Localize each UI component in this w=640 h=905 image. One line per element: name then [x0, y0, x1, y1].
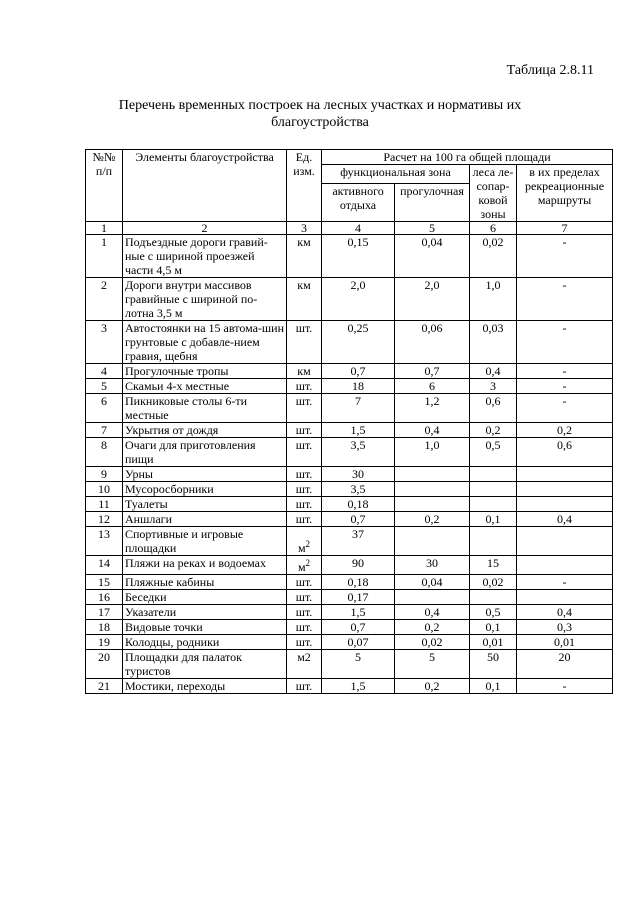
- element-name: Подъездные дороги гравий-ные с шириной проезжей части 4,5 м: [123, 235, 287, 278]
- active-zone-value: 0,7: [322, 364, 395, 379]
- active-zone-value: 1,5: [322, 423, 395, 438]
- row-number: 4: [86, 364, 123, 379]
- unit-cell: шт.: [287, 497, 322, 512]
- walking-zone-value: 0,06: [395, 321, 470, 364]
- element-name: Колодцы, родники: [123, 635, 287, 650]
- row-number: 17: [86, 605, 123, 620]
- active-zone-value: 1,5: [322, 605, 395, 620]
- table-row: [86, 605, 613, 620]
- table-body: [86, 235, 613, 694]
- active-zone-value: 0,18: [322, 575, 395, 590]
- row-number: 3: [86, 321, 123, 364]
- unit-cell: шт.: [287, 482, 322, 497]
- element-name: Беседки: [123, 590, 287, 605]
- element-name: Пикниковые столы 6-ти местные: [123, 394, 287, 423]
- table-row: [86, 394, 613, 423]
- route-value: [517, 482, 613, 497]
- active-zone-value: 18: [322, 379, 395, 394]
- walking-zone-value: [395, 497, 470, 512]
- element-name: Дороги внутри массивов гравийные с шириной по-лотна 3,5 м: [123, 278, 287, 321]
- route-value: [517, 497, 613, 512]
- element-name: Мостики, переходы: [123, 679, 287, 694]
- walking-zone-value: 0,4: [395, 605, 470, 620]
- norms-table: [85, 149, 613, 694]
- row-number: 2: [86, 278, 123, 321]
- column-number: 4: [322, 222, 395, 235]
- element-name: Туалеты: [123, 497, 287, 512]
- table-row: [86, 635, 613, 650]
- forest-park-value: [470, 527, 517, 556]
- element-name: Прогулочные тропы: [123, 364, 287, 379]
- element-name: Спортивные и игровые площадки: [123, 527, 287, 556]
- header-within: в их пределах рекреационные маршруты: [517, 165, 613, 222]
- walking-zone-value: 1,0: [395, 438, 470, 467]
- header-active: активного отдыха: [322, 184, 395, 222]
- row-number: 5: [86, 379, 123, 394]
- column-number: 3: [287, 222, 322, 235]
- unit-cell: шт.: [287, 590, 322, 605]
- unit-cell: [287, 556, 322, 575]
- walking-zone-value: 6: [395, 379, 470, 394]
- active-zone-value: 1,5: [322, 679, 395, 694]
- forest-park-value: 0,1: [470, 512, 517, 527]
- element-name: Укрытия от дождя: [123, 423, 287, 438]
- unit-cell: шт.: [287, 620, 322, 635]
- row-number: 1: [86, 235, 123, 278]
- active-zone-value: 0,7: [322, 620, 395, 635]
- forest-park-value: 0,2: [470, 423, 517, 438]
- forest-park-value: 0,02: [470, 235, 517, 278]
- element-name: Площадки для палаток туристов: [123, 650, 287, 679]
- walking-zone-value: [395, 482, 470, 497]
- row-number: 19: [86, 635, 123, 650]
- forest-park-value: 0,02: [470, 575, 517, 590]
- route-value: [517, 590, 613, 605]
- active-zone-value: 0,25: [322, 321, 395, 364]
- forest-park-value: 0,1: [470, 620, 517, 635]
- table-row: [86, 527, 613, 556]
- active-zone-value: 3,5: [322, 482, 395, 497]
- forest-park-value: 0,5: [470, 438, 517, 467]
- unit-cell: шт.: [287, 379, 322, 394]
- unit-text: $м^2$: [297, 539, 311, 555]
- active-zone-value: 3,5: [322, 438, 395, 467]
- active-zone-value: 2,0: [322, 278, 395, 321]
- active-zone-value: 30: [322, 467, 395, 482]
- route-value: 0,3: [517, 620, 613, 635]
- table-caption: Перечень временных построек на лесных участках и нормативы их благоустройства: [118, 98, 522, 130]
- table-row: [86, 679, 613, 694]
- walking-zone-value: 5: [395, 650, 470, 679]
- forest-park-value: 50: [470, 650, 517, 679]
- forest-park-value: 3: [470, 379, 517, 394]
- row-number: 10: [86, 482, 123, 497]
- unit-cell: шт.: [287, 679, 322, 694]
- element-name: Мусоросборники: [123, 482, 287, 497]
- route-value: -: [517, 575, 613, 590]
- row-number: 6: [86, 394, 123, 423]
- row-number: 11: [86, 497, 123, 512]
- active-zone-value: 7: [322, 394, 395, 423]
- unit-cell: шт.: [287, 512, 322, 527]
- table-row: [86, 438, 613, 467]
- unit-cell: шт.: [287, 321, 322, 364]
- unit-cell: шт.: [287, 605, 322, 620]
- active-zone-value: 37: [322, 527, 395, 556]
- unit-cell: шт.: [287, 438, 322, 467]
- unit-cell: км: [287, 278, 322, 321]
- route-value: 0,6: [517, 438, 613, 467]
- column-number-row: [86, 222, 613, 235]
- unit-cell: [287, 527, 322, 556]
- table-row: [86, 512, 613, 527]
- active-zone-value: 90: [322, 556, 395, 575]
- forest-park-value: [470, 482, 517, 497]
- element-name: Пляжные кабины: [123, 575, 287, 590]
- route-value: 0,01: [517, 635, 613, 650]
- header-calc: Расчет на 100 га общей площади: [322, 150, 613, 165]
- unit-cell: шт.: [287, 423, 322, 438]
- table-number: Таблица 2.8.11: [506, 63, 594, 78]
- forest-park-value: 1,0: [470, 278, 517, 321]
- table-row: [86, 590, 613, 605]
- column-number: 6: [470, 222, 517, 235]
- element-name: Автостоянки на 15 автома-шин грунтовые с добавле-нием гравия, щебня: [123, 321, 287, 364]
- route-value: -: [517, 364, 613, 379]
- route-value: [517, 467, 613, 482]
- row-number: 21: [86, 679, 123, 694]
- element-name: Пляжи на реках и водоемах: [123, 556, 287, 575]
- row-number: 7: [86, 423, 123, 438]
- table-row: [86, 620, 613, 635]
- forest-park-value: 0,5: [470, 605, 517, 620]
- forest-park-value: [470, 467, 517, 482]
- table-row: [86, 650, 613, 679]
- unit-text: $м^2$: [297, 558, 311, 574]
- forest-park-value: 15: [470, 556, 517, 575]
- unit-cell: км: [287, 235, 322, 278]
- row-number: 14: [86, 556, 123, 575]
- table-row: [86, 467, 613, 482]
- active-zone-value: 0,7: [322, 512, 395, 527]
- header-num: №№ п/п: [86, 150, 123, 222]
- row-number: 13: [86, 527, 123, 556]
- route-value: -: [517, 679, 613, 694]
- forest-park-value: [470, 590, 517, 605]
- element-name: Урны: [123, 467, 287, 482]
- active-zone-value: 0,17: [322, 590, 395, 605]
- route-value: [517, 556, 613, 575]
- route-value: 0,2: [517, 423, 613, 438]
- element-name: Очаги для приготовления пищи: [123, 438, 287, 467]
- table-row: [86, 575, 613, 590]
- forest-park-value: 0,4: [470, 364, 517, 379]
- column-number: 2: [123, 222, 287, 235]
- walking-zone-value: 0,7: [395, 364, 470, 379]
- walking-zone-value: [395, 590, 470, 605]
- walking-zone-value: 0,02: [395, 635, 470, 650]
- forest-park-value: 0,1: [470, 679, 517, 694]
- route-value: 0,4: [517, 512, 613, 527]
- route-value: [517, 527, 613, 556]
- route-value: 20: [517, 650, 613, 679]
- table-row: [86, 423, 613, 438]
- unit-cell: км: [287, 364, 322, 379]
- element-name: Аншлаги: [123, 512, 287, 527]
- walking-zone-value: [395, 467, 470, 482]
- table-row: [86, 278, 613, 321]
- header-functional-zone: функциональная зона: [322, 165, 470, 184]
- active-zone-value: 5: [322, 650, 395, 679]
- column-number: 5: [395, 222, 470, 235]
- route-value: -: [517, 394, 613, 423]
- forest-park-value: 0,01: [470, 635, 517, 650]
- row-number: 9: [86, 467, 123, 482]
- walking-zone-value: 2,0: [395, 278, 470, 321]
- table-row: [86, 556, 613, 575]
- unit-cell: шт.: [287, 635, 322, 650]
- table-row: [86, 364, 613, 379]
- route-value: -: [517, 278, 613, 321]
- active-zone-value: 0,18: [322, 497, 395, 512]
- table-row: [86, 497, 613, 512]
- walking-zone-value: 30: [395, 556, 470, 575]
- column-number: 1: [86, 222, 123, 235]
- header-walking: прогулочная: [395, 184, 470, 222]
- element-name: Скамьи 4-х местные: [123, 379, 287, 394]
- header-element: Элементы благоустройства: [123, 150, 287, 222]
- table-row: [86, 379, 613, 394]
- row-number: 8: [86, 438, 123, 467]
- row-number: 20: [86, 650, 123, 679]
- route-value: 0,4: [517, 605, 613, 620]
- walking-zone-value: 0,04: [395, 575, 470, 590]
- row-number: 12: [86, 512, 123, 527]
- walking-zone-value: 0,2: [395, 679, 470, 694]
- unit-cell: м2: [287, 650, 322, 679]
- table-row: [86, 235, 613, 278]
- walking-zone-value: 0,2: [395, 512, 470, 527]
- forest-park-value: 0,6: [470, 394, 517, 423]
- table-row: [86, 321, 613, 364]
- unit-cell: шт.: [287, 394, 322, 423]
- route-value: -: [517, 379, 613, 394]
- forest-park-value: 0,03: [470, 321, 517, 364]
- walking-zone-value: 0,04: [395, 235, 470, 278]
- active-zone-value: 0,15: [322, 235, 395, 278]
- walking-zone-value: 0,4: [395, 423, 470, 438]
- route-value: -: [517, 321, 613, 364]
- unit-cell: шт.: [287, 575, 322, 590]
- column-number: 7: [517, 222, 613, 235]
- header-forest-parks: леса ле-сопар-ковой зоны: [470, 165, 517, 222]
- active-zone-value: 0,07: [322, 635, 395, 650]
- forest-park-value: [470, 497, 517, 512]
- walking-zone-value: [395, 527, 470, 556]
- row-number: 18: [86, 620, 123, 635]
- header-unit: Ед. изм.: [287, 150, 322, 222]
- element-name: Видовые точки: [123, 620, 287, 635]
- row-number: 15: [86, 575, 123, 590]
- walking-zone-value: 0,2: [395, 620, 470, 635]
- route-value: -: [517, 235, 613, 278]
- element-name: Указатели: [123, 605, 287, 620]
- table-row: [86, 482, 613, 497]
- row-number: 16: [86, 590, 123, 605]
- unit-cell: шт.: [287, 467, 322, 482]
- walking-zone-value: 1,2: [395, 394, 470, 423]
